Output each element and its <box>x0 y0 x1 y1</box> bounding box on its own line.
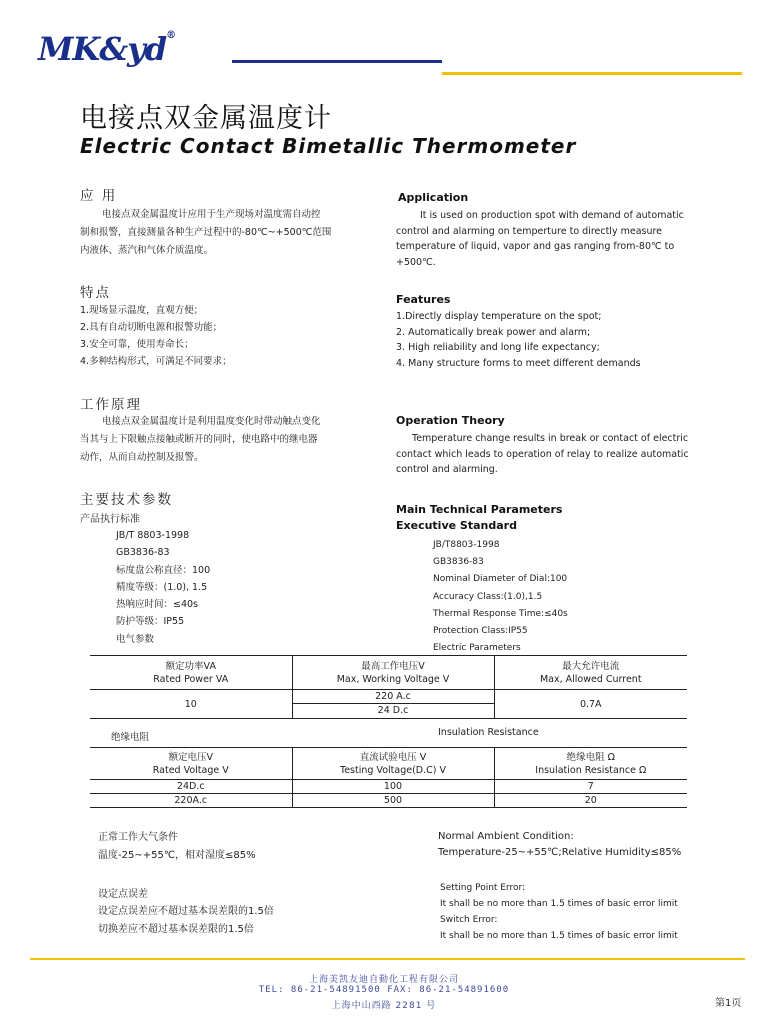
logo-text: MK&yd <box>38 30 167 68</box>
features-cn-line: 1.现场显示温度，直观方便； <box>80 305 204 316</box>
header-bar-yellow <box>442 72 742 75</box>
params-en-line: Thermal Response Time:≤40s <box>433 608 568 619</box>
features-cn-line: 2.具有自动切断电源和报警功能； <box>80 322 223 333</box>
theory-cn-line: 当其与上下限触点接触或断开的同时，使电路中的继电器 <box>80 434 318 445</box>
application-cn-line: 内液体、蒸汽和气体介质温度。 <box>80 245 214 256</box>
insulation-cn-label: 绝缘电阻 <box>111 732 150 743</box>
insulation-en-label: Insulation Resistance <box>438 727 539 738</box>
table-row <box>90 780 687 794</box>
params-en-line: JB/T8803-1998 <box>433 540 500 550</box>
header-en: Rated Voltage V <box>152 764 229 776</box>
insulation-table <box>90 747 687 808</box>
table-header-cell <box>494 748 687 780</box>
current-value: 0.7A <box>579 698 602 710</box>
params-cn-heading: 主要技术参数 <box>80 492 173 508</box>
features-en-line: 2. Automatically break power and alarm; <box>396 326 591 338</box>
features-en-heading: Features <box>396 293 451 306</box>
table-cell: 24D.c <box>176 781 205 792</box>
params-cn-line: GB3836-83 <box>116 547 170 559</box>
application-cn-line: 电接点双金属温度计应用于生产现场对温度需自动控 <box>102 209 321 220</box>
header-en: Max, Allowed Current <box>539 673 642 685</box>
application-en-line: temperature of liquid, vapor and gas ranging from-80℃ to <box>396 241 675 252</box>
ambient-cn-line: 温度-25~+55℃，相对湿度≤85% <box>98 850 256 861</box>
error-en-line: It shall be no more than 1.5 times of basic error limit <box>440 899 678 909</box>
ambient-en-heading: Normal Ambient Condition: <box>438 831 574 842</box>
error-cn-line: 切换差应不超过基本误差限的1.5倍 <box>98 924 254 935</box>
table-cell: 100 <box>292 780 494 794</box>
theory-cn-line: 电接点双金属温度计是利用温度变化时带动触点变化 <box>102 416 321 427</box>
application-en-line: control and alarming on temperture to directly measure <box>396 225 663 237</box>
title-cn: 电接点双金属温度计 <box>80 103 332 134</box>
application-en-line: It is used on production spot with demand of automatic <box>420 210 684 221</box>
table-cell: 7 <box>587 781 594 792</box>
table-header-cell <box>90 748 292 780</box>
page-number: 第1页 <box>715 998 742 1009</box>
error-cn-heading: 设定点误差 <box>98 889 148 900</box>
params-cn-line: 防护等级：IP55 <box>116 616 185 628</box>
application-cn-heading: 应 用 <box>80 188 118 204</box>
header-en: Insulation Resistance Ω <box>535 764 647 776</box>
application-cn-body <box>80 206 380 260</box>
title-en: Electric Contact Bimetallic Thermometer <box>80 134 577 158</box>
theory-en-line: contact which leads to operation of relay to realize automatic <box>396 448 689 460</box>
header-cn: 额定电压V <box>168 751 213 763</box>
ambient-cn-heading: 正常工作大气条件 <box>98 832 178 843</box>
table-header-cell <box>292 748 494 780</box>
theory-en-line: control and alarming. <box>396 464 498 475</box>
params-en-list <box>433 537 568 657</box>
params-en-line: Protection Class:IP55 <box>433 626 528 637</box>
voltage-cell <box>292 690 494 719</box>
error-cn-body <box>98 903 274 939</box>
features-cn-line: 3.安全可靠，使用寿命长； <box>80 339 194 350</box>
params-en-line: Nominal Diameter of Dial:100 <box>433 574 568 585</box>
table-cell: 20 <box>584 795 597 806</box>
table-header-cell <box>494 656 687 690</box>
params-cn-line: 精度等级：(1.0), 1.5 <box>116 581 208 593</box>
application-en-body <box>396 208 692 270</box>
header-cn: 额定功率VA <box>165 660 216 672</box>
application-cn-line: 制和报警，直接测量各种生产过程中的-80℃~+500℃范围 <box>80 227 332 238</box>
table-header-cell <box>90 656 292 690</box>
features-en-line: 3. High reliability and long life expectancy; <box>396 342 600 353</box>
electric-params-table <box>90 655 687 719</box>
error-cn-line: 设定点误差应不超过基本误差限的1.5倍 <box>98 906 274 917</box>
table-header-row <box>90 656 687 690</box>
params-en-heading: Main Technical Parameters <box>396 503 563 516</box>
ambient-en-line: Temperature-25~+55℃;Relative Humidity≤85% <box>438 847 682 858</box>
params-cn-line: 标度盘公称直径：100 <box>116 564 211 576</box>
voltage-ac: 220 A.c <box>293 690 494 704</box>
company-logo <box>38 30 175 68</box>
footer-divider <box>30 958 745 960</box>
params-cn-line: 电气参数 <box>116 633 155 645</box>
application-en-heading: Application <box>398 191 469 204</box>
power-value: 10 <box>184 698 197 710</box>
header-cn: 最大允许电流 <box>562 660 620 672</box>
header-cn: 绝缘电阻 Ω <box>566 751 615 763</box>
theory-cn-body <box>80 413 380 467</box>
theory-en-body <box>396 431 696 478</box>
features-cn-heading: 特点 <box>80 285 111 301</box>
header-cn: 直流试验电压 V <box>359 751 427 763</box>
theory-en-line: Temperature change results in break or contact of electric <box>412 433 689 444</box>
features-cn-body <box>80 302 380 370</box>
logo-registered-mark: ® <box>166 30 176 41</box>
table-header-row <box>90 748 687 780</box>
header-en: Testing Voltage(D.C) V <box>340 764 446 776</box>
theory-en-heading: Operation Theory <box>396 414 505 427</box>
application-en-line: +500℃. <box>396 256 436 268</box>
features-cn-line: 4.多种结构形式，可满足不同要求； <box>80 356 232 367</box>
footer-company: 上海美凯友迪自動化工程有限公司 <box>308 975 459 985</box>
params-en-line: Electric Parameters <box>433 643 521 654</box>
table-row <box>90 794 687 808</box>
footer-address: 上海中山西路 2281 号 <box>331 1001 437 1011</box>
params-cn-line: 热响应时间：≤40s <box>116 599 198 611</box>
header-en: Max, Working Voltage V <box>336 673 450 685</box>
footer-contact: TEL: 86-21-54891500 FAX: 86-21-54891600 <box>258 985 510 995</box>
table-cell: 220A.c <box>174 795 208 806</box>
params-cn-line: JB/T 8803-1998 <box>116 530 190 541</box>
params-en-line: Accuracy Class:(1.0),1.5 <box>433 591 543 602</box>
params-en-line: GB3836-83 <box>433 557 484 568</box>
table-row <box>90 690 687 719</box>
params-en-subheading: Executive Standard <box>396 519 517 532</box>
header-cn: 最高工作电压V <box>361 660 425 672</box>
features-en-line: 4. Many structure forms to meet different demands <box>396 357 641 369</box>
theory-cn-heading: 工作原理 <box>80 397 142 413</box>
error-en-line: Setting Point Error: <box>440 883 526 893</box>
error-en-body <box>440 880 678 944</box>
theory-cn-line: 动作，从而自动控制及报警。 <box>80 452 204 463</box>
params-cn-list <box>116 527 210 648</box>
header-bar-blue <box>232 60 442 63</box>
features-en-body <box>396 309 696 371</box>
error-en-line: Switch Error: <box>440 915 498 925</box>
voltage-dc: 24 D.c <box>377 705 409 716</box>
error-en-line: It shall be no more than 1.5 times of basic error limit <box>440 931 678 941</box>
params-cn-subheading: 产品执行标准 <box>80 514 140 525</box>
features-en-line: 1.Directly display temperature on the spot; <box>396 311 602 322</box>
table-header-cell <box>292 656 494 690</box>
header-en: Rated Power VA <box>153 673 229 685</box>
table-cell: 500 <box>292 794 494 808</box>
